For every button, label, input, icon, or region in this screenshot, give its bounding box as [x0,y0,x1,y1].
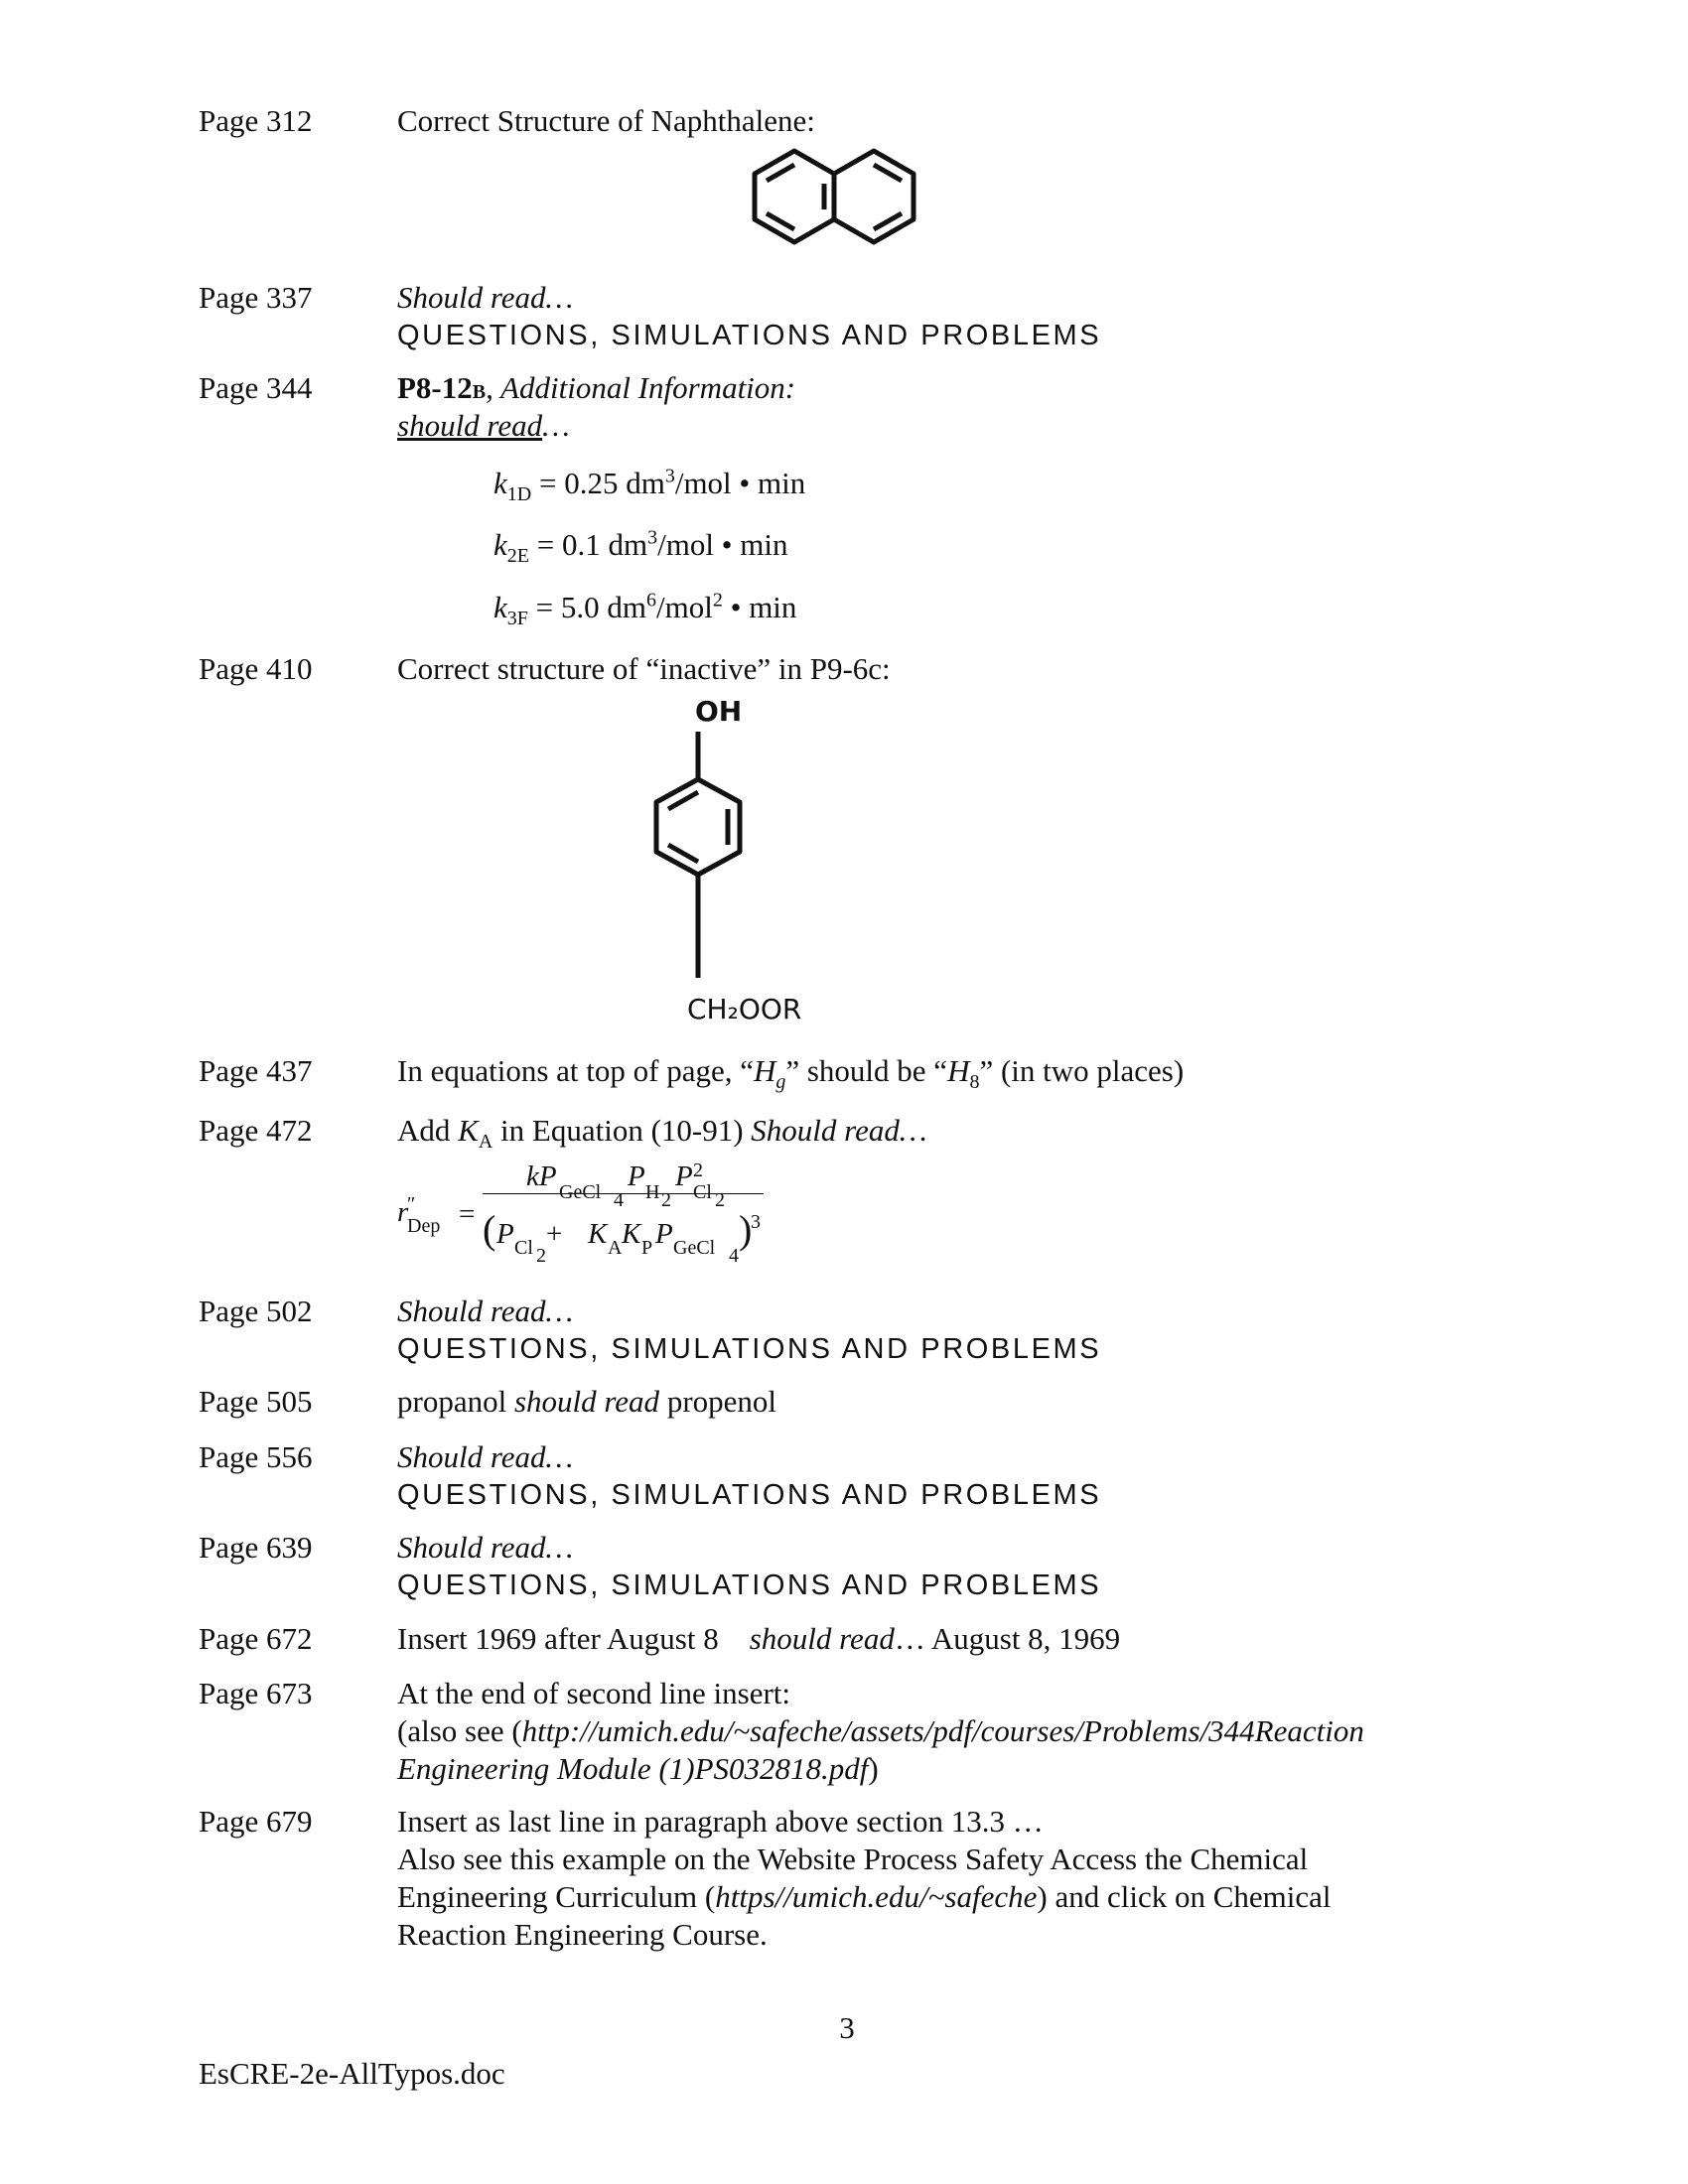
oh-label: OH [695,695,743,728]
page-ref: Page 437 [199,1053,313,1088]
problem-ref [397,369,1489,411]
entry-text: Add $K_A$ in Equation (10-91) Should read… [397,1113,927,1154]
should-read-line [397,407,1489,445]
problem-number: P8-12 [397,370,473,405]
entry-text: propanol should read propenol [397,1384,777,1419]
section-heading: QUESTIONS, SIMULATIONS AND PROBLEMS [397,1333,1102,1365]
entry-text: Correct structure of “inactive” in P9-6c: [397,651,891,686]
should-read-label: Should read… [397,1530,574,1565]
naphthalene-structure [735,144,933,263]
safeche-link[interactable]: https//umich.edu/~safeche [715,1879,1038,1914]
page-ref: Page 344 [199,370,313,405]
section-heading: QUESTIONS, SIMULATIONS AND PROBLEMS [397,320,1102,351]
rate-constant-k3f: $k_{3F} = 5.0$ $dm^6/mol^2$ • min [493,589,797,630]
entry-text: Insert as last line in paragraph above section 13.3 … Also see this example on the Website Process Safety Access the Chemical Engineering Curriculum (https//umich.edu/~safeche) and click on Chemical Reaction Engineering Course. [397,1804,1332,1952]
section-heading: QUESTIONS, SIMULATIONS AND PROBLEMS [397,1479,1102,1511]
page-ref: Page 673 [199,1676,313,1710]
should-read-label: Should read… [397,1294,574,1328]
page-ref: Page 502 [199,1294,313,1328]
page-number: 3 [839,2010,855,2045]
entry-text: Insert 1969 after August 8 should read… August 8, 1969 [397,1621,1121,1656]
page-ref: Page 410 [199,651,313,686]
page-ref: Page 472 [199,1113,313,1148]
entry-text: Correct Structure of Naphthalene: [397,103,815,138]
page-ref: Page 556 [199,1439,313,1474]
should-read-label: should read [397,408,543,443]
page-ref: Page 639 [199,1530,313,1565]
document-filename: EsCRE-2e-AllTypos.doc [199,2056,505,2091]
page-ref: Page 505 [199,1384,313,1419]
problem-level: B [472,381,487,403]
page-ref: Page 312 [199,103,313,138]
module-link[interactable]: http://umich.edu/~safeche/assets/pdf/courses/Problems/344Reaction Engineering Module (1)PS032818.pdf [397,1713,1364,1786]
ellipsis: … [542,408,570,443]
page-ref: Page 679 [199,1804,313,1839]
deposition-rate-equation: r ″ Dep = kP GeCl 4 P H 2 P 2 Cl 2 ( P Cl 2 + K A K P P GeCl 4 ) 3 [397,1165,794,1275]
should-read-label: Should read… [397,280,574,315]
ch2oor-label: CH₂OOR [687,993,802,1025]
should-read-label: Should read… [397,1439,574,1474]
page-ref: Page 337 [199,280,313,315]
rate-constant-k2e: $k_{2E} = 0.1$ $dm^3$/mol • min [493,526,788,568]
inactive-compound-structure [626,690,824,1032]
entry-text: At the end of second line insert: (also see (http://umich.edu/~safeche/assets/pdf/courses/Problems/344Reaction Engineering Module (1)PS032818.pdf) [397,1676,1364,1786]
section-heading: QUESTIONS, SIMULATIONS AND PROBLEMS [397,1570,1102,1601]
page-ref: Page 672 [199,1621,313,1656]
additional-info-label: , Additional Information: [486,370,796,405]
rate-constant-k1d: $k_{1D} = 0.25$ $dm^3$/mol • min [493,465,806,506]
entry-text: In equations at top of page, “$H_g$” should be “$H_8$” (in two places) [397,1053,1185,1094]
